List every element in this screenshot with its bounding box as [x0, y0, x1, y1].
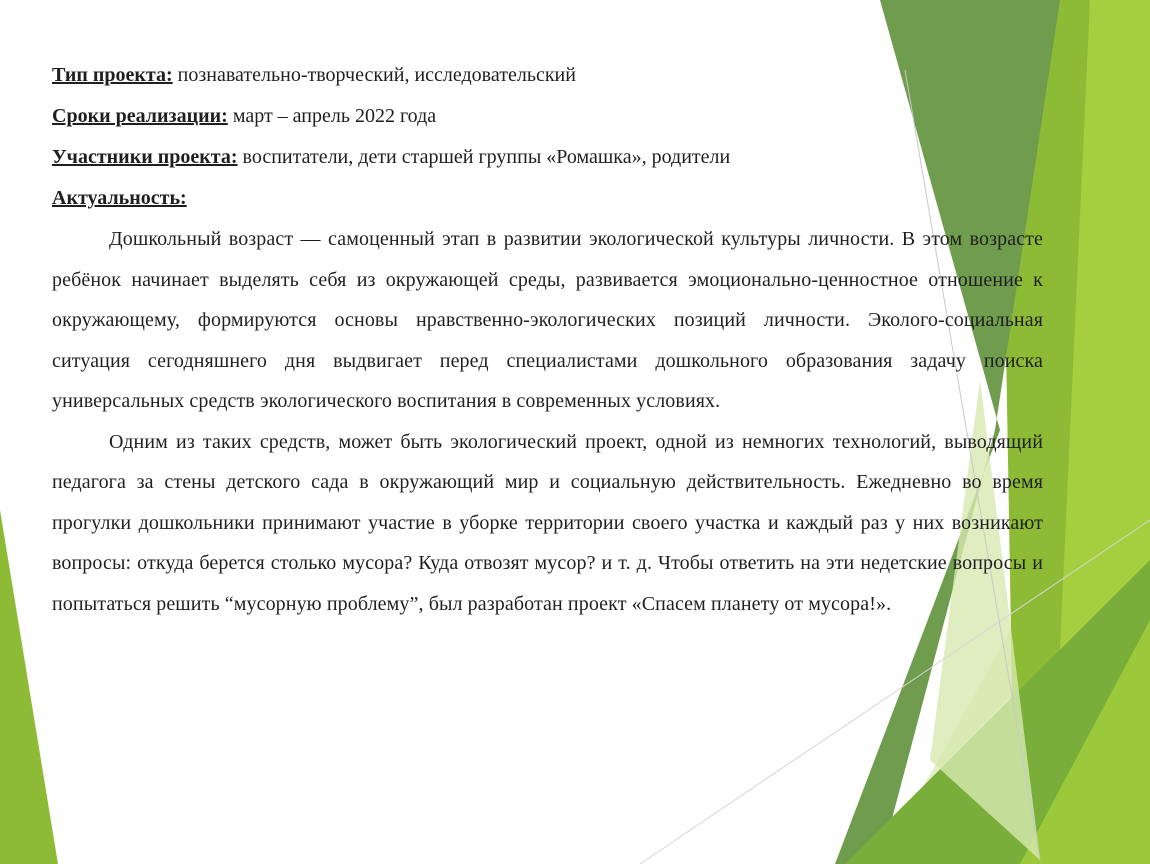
relevance-paragraph-1: Дошкольный возраст — самоценный этап в развитии экологической культуры личности. В этом возрасте ребёнок начинает выделять себя из окружающей среды, развивается эмоционально-ценностное отношение к окружающему, формируются основы нравственно-экологических позиций личности. Эколого-социальная ситуация сегодняшнего дня выдвигает перед специалистами дошкольного образования задачу поиска универсальных средств экологического воспитания в современных условиях.	[52, 228, 1043, 412]
slide-content	[52, 55, 1043, 624]
timeline-value: март – апрель 2022 года	[232, 105, 437, 127]
relevance-heading: Актуальность:	[52, 187, 187, 209]
project-type-label: Тип проекта:	[52, 64, 173, 86]
relevance-heading-line	[52, 178, 1043, 219]
participants-label: Участники проекта:	[52, 146, 238, 168]
project-type-value: познавательно-творческий, исследовательский	[177, 64, 576, 86]
project-type-line	[52, 55, 1043, 96]
relevance-paragraph-2: Одним из таких средств, может быть экологический проект, одной из немногих технологий, выводящий педагога за стены детского сада в окружающий мир и социальную действительность. Ежедневно во время прогулки дошкольники принимают участие в уборке территории своего участка и каждый раз у них возникают вопросы: откуда берется столько мусора? Куда отвозят мусор? и т. д. Чтобы ответить на эти недетские вопросы и попытаться решить “мусорную проблему”, был разработан проект «Спасем планету от мусора!».	[52, 430, 1043, 615]
participants-line	[52, 137, 1043, 178]
facet-left-green	[0, 510, 58, 864]
timeline-line	[52, 96, 1043, 137]
timeline-label: Сроки реализации:	[52, 105, 228, 127]
participants-value: воспитатели, дети старшей группы «Ромашка», родители	[242, 146, 731, 168]
